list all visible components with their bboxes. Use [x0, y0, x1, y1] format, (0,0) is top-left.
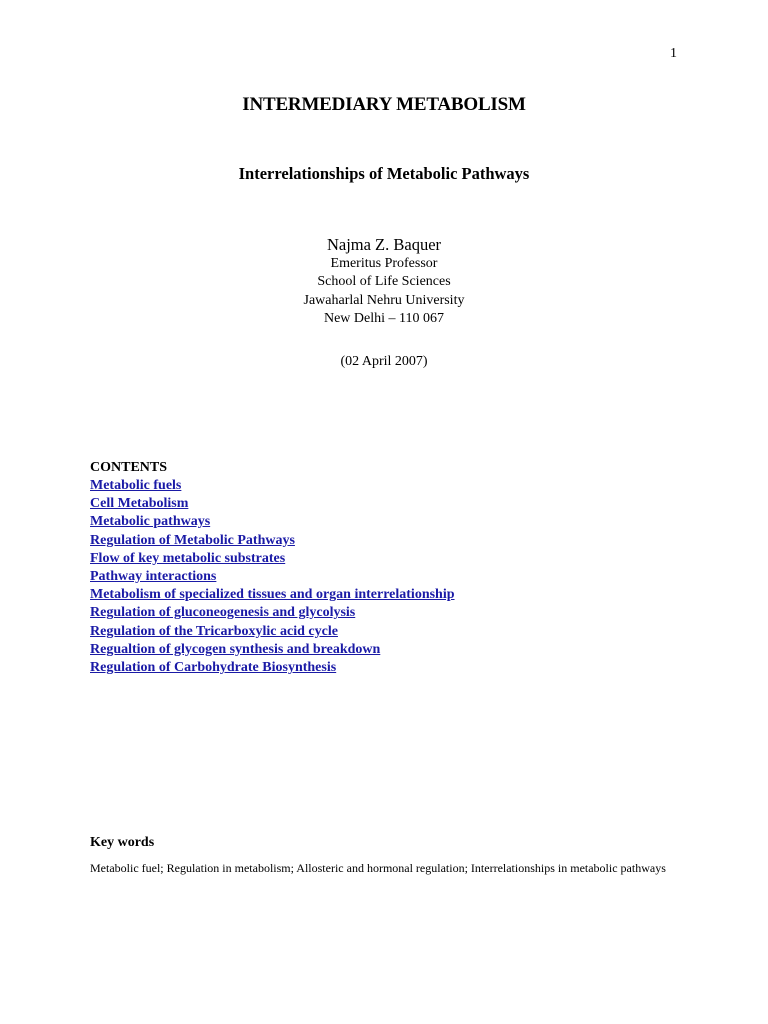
contents-list — [90, 477, 690, 677]
author-block — [0, 235, 768, 328]
contents-link-glycogen[interactable]: Regualtion of glycogen synthesis and breakdown — [90, 641, 381, 657]
author-name: Najma Z. Baquer — [326, 235, 442, 254]
keywords-text: Metabolic fuel; Regulation in metabolism; Allosteric and hormonal regulation; Interrelationships in metabolic pathways — [90, 861, 666, 875]
contents-link-metabolic-pathways[interactable]: Metabolic pathways — [90, 514, 211, 530]
page-number: 1 — [670, 46, 677, 61]
contents-link-pathway-interactions[interactable]: Pathway interactions — [90, 569, 217, 585]
keywords-section — [90, 834, 670, 876]
table-of-contents — [90, 459, 690, 677]
contents-link-gluconeogenesis-glycolysis[interactable]: Regulation of gluconeogenesis and glycolysis — [90, 605, 356, 621]
document-subtitle: Interrelationships of Metabolic Pathways — [238, 164, 530, 183]
contents-link-specialized-tissues[interactable]: Metabolism of specialized tissues and organ interrelationship — [90, 587, 455, 603]
author-school: School of Life Sciences — [317, 274, 451, 290]
contents-link-carbohydrate-biosynthesis[interactable]: Regulation of Carbohydrate Biosynthesis — [90, 660, 337, 676]
contents-heading: CONTENTS — [90, 460, 168, 475]
document-date: (02 April 2007) — [340, 354, 428, 369]
contents-link-metabolic-fuels[interactable]: Metabolic fuels — [90, 478, 182, 493]
author-location: New Delhi – 110 067 — [323, 310, 445, 326]
author-university: Jawaharlal Nehru University — [303, 292, 465, 308]
contents-link-flow-of-key-substrates[interactable]: Flow of key metabolic substrates — [90, 550, 286, 566]
contents-link-regulation-of-metabolic-pathways[interactable]: Regulation of Metabolic Pathways — [90, 532, 295, 548]
keywords-heading: Key words — [90, 835, 155, 850]
contents-link-cell-metabolism[interactable]: Cell Metabolism — [90, 496, 189, 512]
document-title: INTERMEDIARY METABOLISM — [242, 94, 526, 115]
author-position: Emeritus Professor — [330, 256, 438, 271]
contents-link-tca-cycle[interactable]: Regulation of the Tricarboxylic acid cycle — [90, 623, 338, 639]
